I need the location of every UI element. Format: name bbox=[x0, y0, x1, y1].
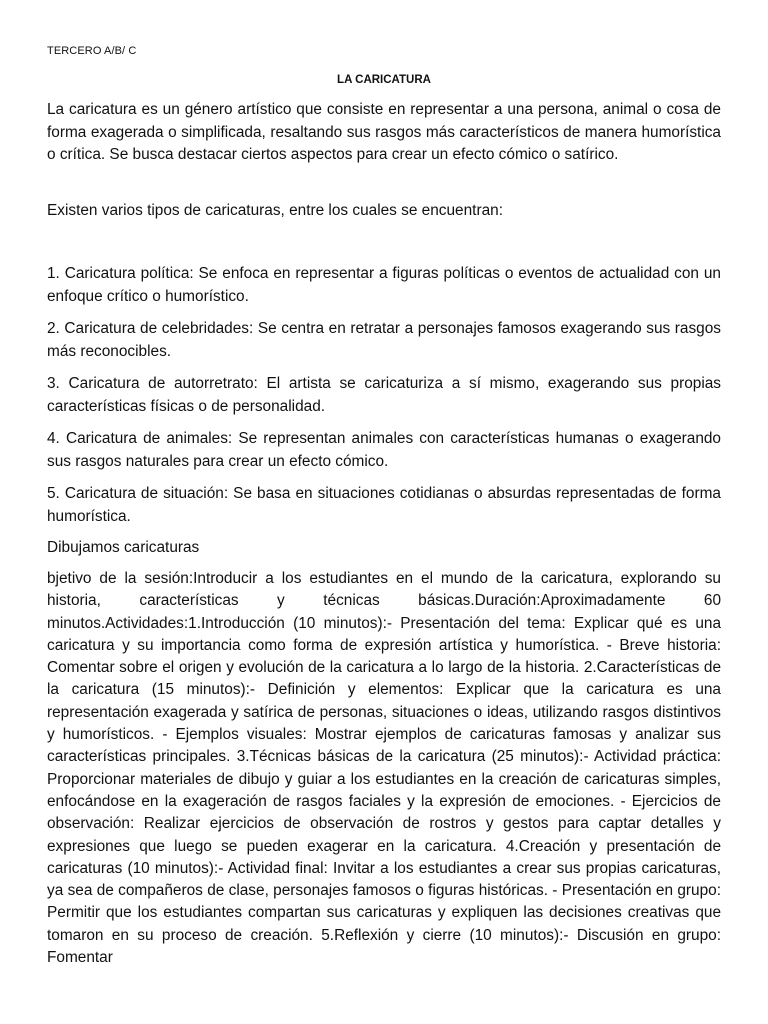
list-item: 2. Caricatura de celebridades: Se centra en retratar a personajes famosos exagerando sus rasgos más reconocibles. bbox=[47, 320, 721, 360]
types-intro-paragraph: Existen varios tipos de caricaturas, entre los cuales se encuentran: bbox=[47, 202, 503, 219]
section-heading: Dibujamos caricaturas bbox=[47, 539, 200, 556]
objective-paragraph: bjetivo de la sesión:Introducir a los estudiantes en el mundo de la caricatura, explorando su historia, características y técnicas básicas.Duración:Aproximadamente 60 minutos.Actividades:1.Introducción (10 minutos):- Presentación del tema: Explicar qué es una caricatura y su importancia como forma de expresión artística y humorística. - Breve historia: Comentar sobre el origen y evolución de la caricatura a lo largo de la historia. 2.Características de la caricatura (15 minutos):- Definición y elementos: Explicar que la caricatura es una representación exagerada y satírica de personas, situaciones o ideas, utilizando rasgos distintivos y humorísticos. - Ejemplos visuales: Mostrar ejemplos de caricaturas famosas y analizar sus características principales. 3.Técnicas básicas de la caricatura (25 minutos):- Actividad práctica: Proporcionar materiales de dibujo y guiar a los estudiantes en la creación de caricaturas simples, enfocándose en la exageración de rasgos faciales y la expresión de emociones. - Ejercicios de observación: Realizar ejercicios de observación de rostros y gestos para captar detalles y expresiones que luego se pueden exagerar en la caricatura. 4.Creación y presentación de caricaturas (10 minutos):- Actividad final: Invitar a los estudiantes a crear sus propias caricaturas, ya sea de compañeros de clase, personajes famosos o figuras históricas. - Presentación en grupo: Permitir que los estudiantes compartan sus caricaturas y expliquen las decisiones creativas que tomaron en su proceso de creación. 5.Reflexión y cierre (10 minutos):- Discusión en grupo: Fomentar bbox=[47, 570, 721, 967]
list-item: 4. Caricatura de animales: Se representan animales con características humanas o exagerando sus rasgos naturales para crear un efecto cómico. bbox=[47, 430, 721, 470]
list-item: 1. Caricatura política: Se enfoca en representar a figuras políticas o eventos de actualidad con un enfoque crítico o humorístico. bbox=[47, 265, 721, 305]
intro-paragraph: La caricatura es un género artístico que consiste en representar a una persona, animal o cosa de forma exagerada o simplificada, resaltando sus rasgos más característicos de manera humorística o crítica. Se busca destacar ciertos aspectos para crear un efecto cómico o satírico. bbox=[47, 101, 721, 164]
document-title: LA CARICATURA bbox=[337, 74, 431, 86]
list-item: 5. Caricatura de situación: Se basa en situaciones cotidianas o absurdas representadas de forma humorística. bbox=[47, 485, 721, 526]
list-item: 3. Caricatura de autorretrato: El artista se caricaturiza a sí mismo, exagerando sus propias características físicas o de personalidad. bbox=[47, 375, 721, 415]
caricature-types-list bbox=[47, 263, 721, 538]
grade-label: TERCERO A/B/ C bbox=[47, 45, 137, 57]
